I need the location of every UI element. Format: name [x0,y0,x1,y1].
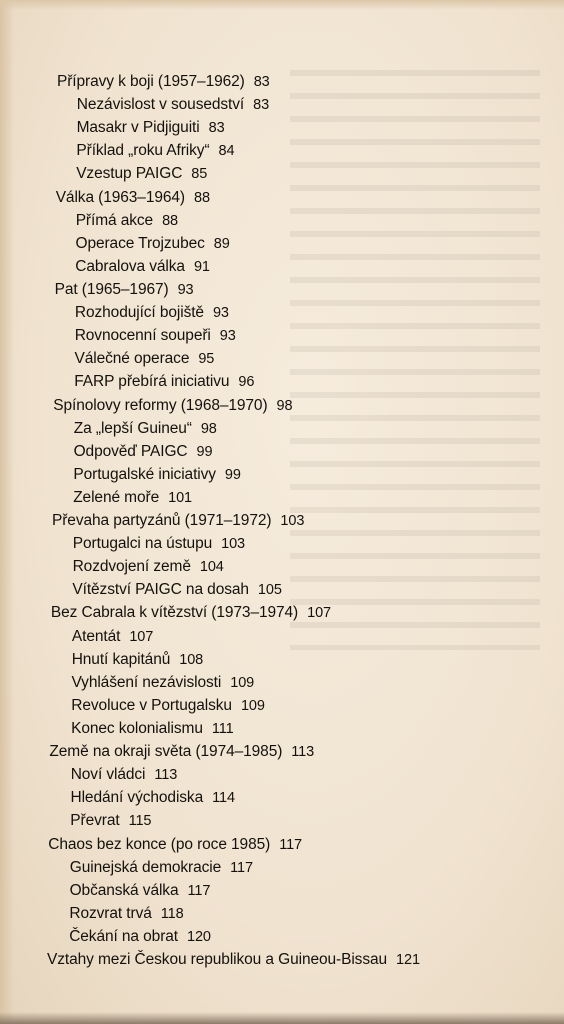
toc-entry-title: Přímá akce [75,211,154,229]
toc-section [75,326,236,346]
toc-entry-title: Konec kolonialismu [71,719,203,737]
toc-entry-page-number: 96 [238,374,255,391]
toc-entry-title: Bez Cabrala k vítězství (1973–1974) [50,604,299,622]
toc-entry-title: FARP přebírá iniciativu [74,373,230,391]
toc-chapter [57,72,270,92]
toc-entry-page-number: 118 [160,905,184,922]
toc-chapter [55,280,194,300]
toc-entry-page-number: 117 [279,836,303,853]
toc-entry-title: Spínolovy reformy (1968–1970) [53,396,268,414]
toc-entry-page-number: 111 [211,720,234,737]
toc-entry-title: Portugalské iniciativy [73,465,216,483]
toc-section [73,534,245,554]
toc-entry-title: Guinejská demokracie [69,858,222,876]
toc-section [75,303,229,323]
toc-entry-title: Operace Trojzubec [75,234,205,252]
toc-entry-page-number: 104 [199,559,224,576]
toc-section [69,927,211,947]
toc-section [71,719,234,739]
toc-entry-page-number: 117 [187,882,211,899]
toc-entry-title: Portugalci na ústupu [72,535,213,553]
toc-entry-title: Vztahy mezi Českou republikou a Guineou-Bissau [47,951,388,968]
toc-section [71,696,265,716]
toc-entry-page-number: 89 [213,235,230,252]
toc-section [76,211,178,231]
toc-entry-page-number: 120 [186,928,211,945]
toc-entry-page-number: 99 [196,443,213,460]
toc-entry-page-number: 103 [221,536,246,553]
toc-section [70,881,211,901]
toc-section [72,673,255,693]
toc-entry-page-number: 93 [219,328,236,345]
toc-entry-title: Za „lepší Guineu“ [73,419,192,437]
toc-entry-title: Masakr v Pidjiguiti [76,119,200,137]
toc-entry-title: Revoluce v Portugalsku [71,696,232,714]
toc-section [74,372,254,392]
toc-chapter [52,511,304,531]
toc-entry-page-number: 103 [280,513,305,529]
toc-entry-page-number: 93 [177,281,194,298]
toc-entry-title: Vyhlášení nezávislosti [71,673,222,691]
toc-entry-title: Převaha partyzánů (1971–1972) [52,512,272,529]
toc-entry-page-number: 83 [253,74,270,90]
toc-entry-page-number: 108 [179,651,204,668]
toc-entry-title: Rozhodující bojiště [74,304,204,322]
toc-entry-title: Zelené moře [73,488,160,506]
toc-entry-page-number: 115 [128,813,152,830]
toc-section [75,257,210,277]
toc-entry-title: Vítězství PAIGC na dosah [72,581,249,599]
toc-entry-page-number: 109 [240,697,265,714]
toc-section [76,234,230,254]
toc-entry-page-number: 98 [276,397,293,414]
toc-entry-title: Rozvrat trvá [69,904,152,922]
toc-entry-page-number: 109 [230,674,255,691]
toc-entry-title: Rovnocenní soupeři [74,327,211,345]
toc-entry-title: Vzestup PAIGC [76,165,183,183]
toc-chapter [56,188,210,208]
toc-chapter [53,396,292,416]
toc-entry-title: Válka (1963–1964) [55,188,185,206]
toc-section [71,765,178,785]
toc-section [75,349,215,369]
toc-chapter [48,835,302,855]
toc-entry-page-number: 88 [193,189,210,206]
toc-section [72,627,153,647]
toc-entry-page-number: 83 [253,97,270,114]
toc-section [76,164,207,184]
toc-entry-page-number: 114 [212,790,235,807]
toc-section [77,118,225,138]
toc-entry-title: Občanská válka [69,881,179,899]
toc-section [72,650,203,670]
toc-entry-title: Přípravy k boji (1957–1962) [57,73,245,90]
toc-entry-page-number: 117 [230,859,253,876]
toc-section [73,488,192,508]
toc-section [71,788,235,808]
toc-entry-page-number: 91 [193,258,210,275]
toc-section [76,141,234,161]
toc-entry-page-number: 93 [212,305,229,322]
toc-entry-page-number: 101 [168,489,193,506]
toc-section [72,580,281,600]
toc-entry-title: Hledání východiska [70,789,204,807]
toc-section [73,465,240,485]
toc-entry-title: Rozdvojení země [72,558,191,576]
toc-entry-page-number: 113 [154,767,178,784]
toc-section [70,811,151,831]
toc-entry-title: Odpověď PAIGC [73,442,188,460]
toc-entry-title: Příklad „roku Afriky“ [76,142,210,160]
toc-entry-title: Pat (1965–1967) [54,280,169,298]
toc-entry-page-number: 113 [291,744,315,761]
toc-entry-page-number: 99 [224,466,241,483]
toc-entry-title: Chaos bez konce (po roce 1985) [48,835,271,853]
toc-section [69,904,183,924]
toc-entry-page-number: 121 [396,952,420,968]
toc-entry-page-number: 83 [208,120,225,137]
toc-chapter [49,742,314,762]
toc-section [74,419,217,439]
toc-entry-page-number: 88 [162,212,179,229]
toc-entry-title: Válečné operace [74,350,190,368]
toc-entry-page-number: 84 [218,143,235,160]
toc-entry-page-number: 107 [129,628,154,645]
toc-entry-title: Převrat [70,812,120,830]
toc-section [77,95,269,115]
toc-entry-page-number: 98 [200,420,217,437]
toc-entry-title: Země na okraji světa (1974–1985) [49,743,283,761]
toc-entry-page-number: 105 [257,582,282,599]
toc-entry-page-number: 107 [307,605,332,622]
toc-chapter [47,950,420,970]
toc-entry-title: Hnutí kapitánů [71,650,171,668]
toc-entry-title: Atentát [71,627,121,645]
toc-section [70,858,253,878]
toc-entry-title: Nezávislost v sousedství [76,96,245,114]
toc-entry-title: Noví vládci [70,766,146,784]
toc-section [74,442,213,462]
toc-entry-title: Čekání na obrat [69,927,178,945]
toc-entry-page-number: 95 [198,351,215,368]
toc-entry-page-number: 85 [191,166,208,183]
toc-section [73,557,224,577]
toc-chapter [51,603,331,623]
toc-entry-title: Cabralova válka [75,257,185,275]
